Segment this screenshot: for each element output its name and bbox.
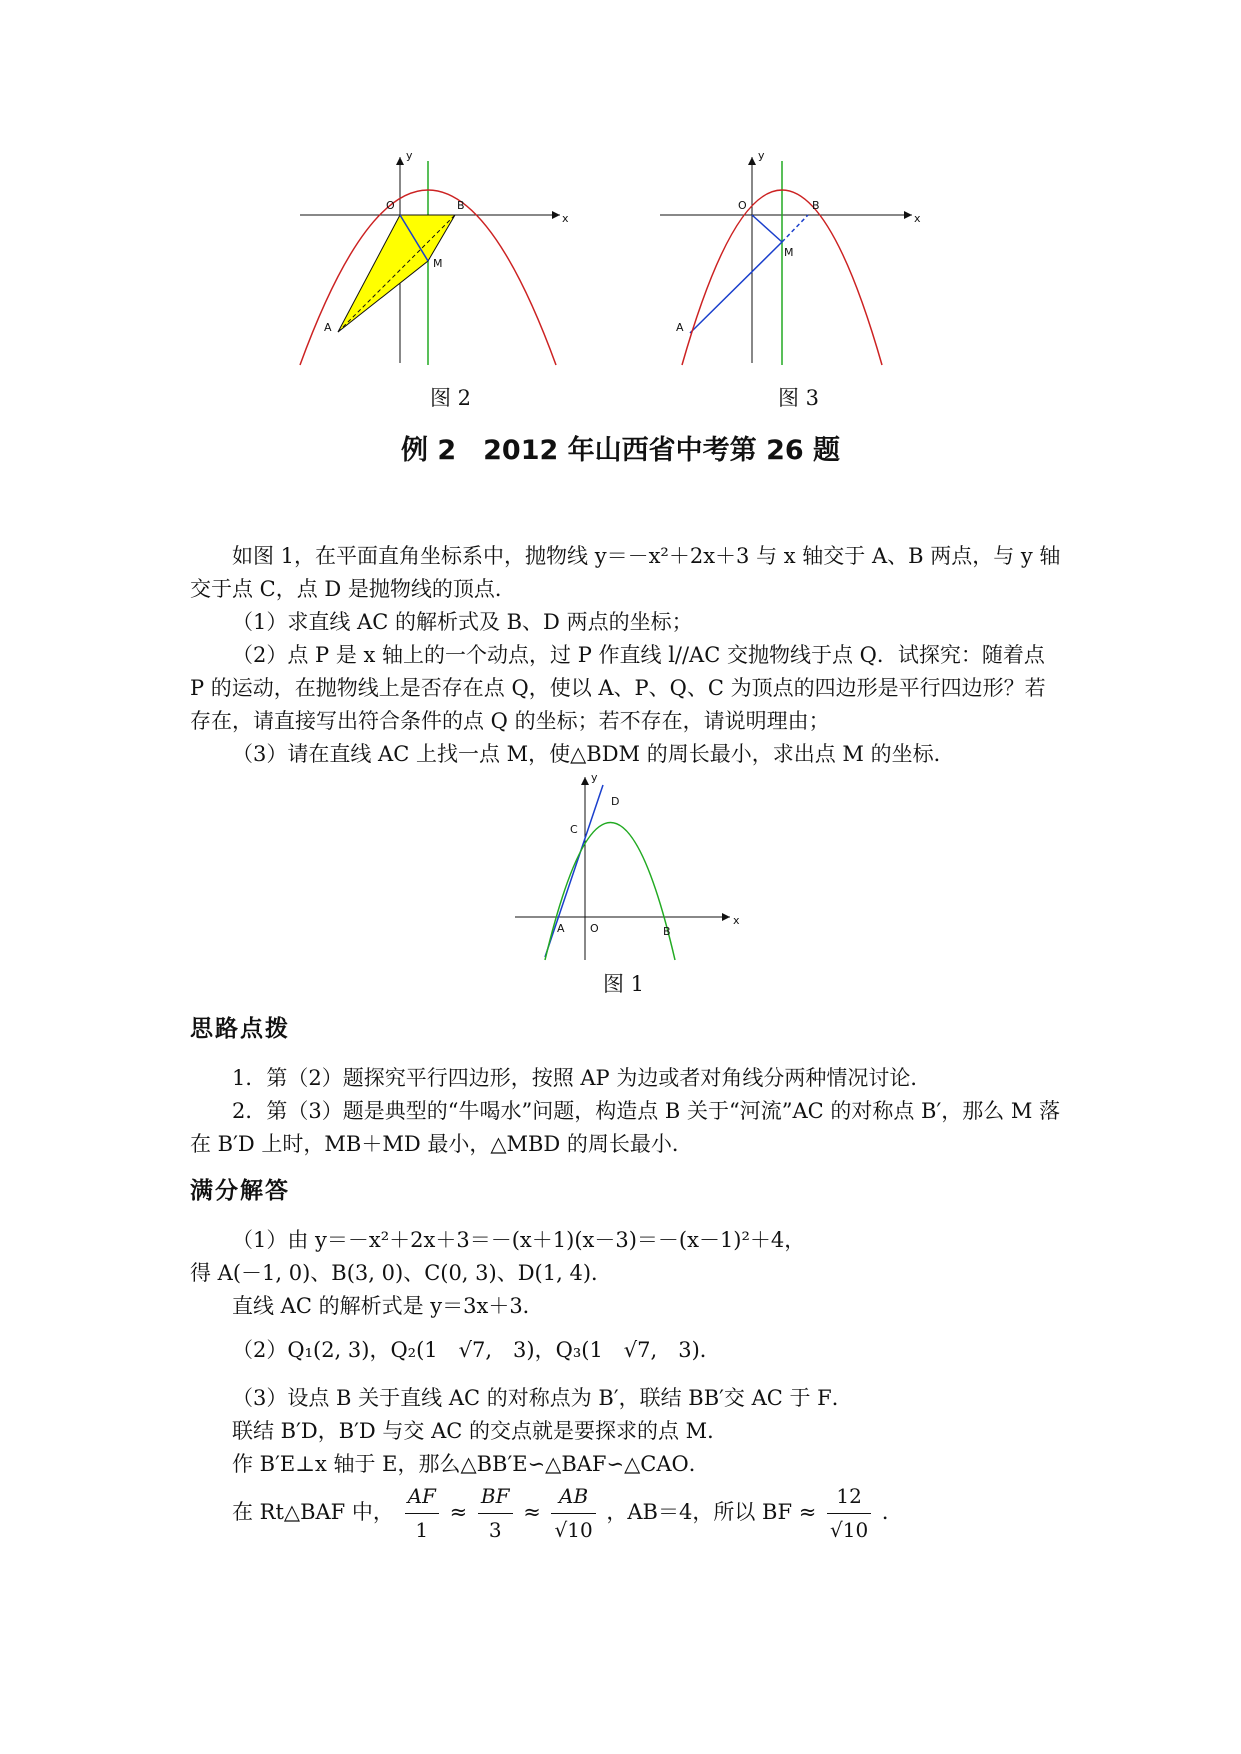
approx-sign-2: ≈ xyxy=(523,1500,541,1524)
x-axis-arrow xyxy=(904,211,912,219)
label-y: y xyxy=(591,771,598,784)
fraction-12 xyxy=(827,1480,871,1547)
figure-3-graph xyxy=(660,149,930,365)
solution-line-5: （3）设点 B 关于直线 AC 的对称点为 B′，联结 BB′交 AC 于 F． xyxy=(232,1386,853,1410)
label-d: D xyxy=(611,795,620,808)
label-x: x xyxy=(914,212,921,225)
figure-1-graph xyxy=(515,771,745,960)
label-m: M xyxy=(433,257,443,270)
label-m: M xyxy=(784,246,794,259)
solution-line-1: （1）由 y＝－x²＋2x＋3＝－(x＋1)(x－3)＝－(x－1)²＋4， xyxy=(232,1228,806,1252)
approx-sign-3: ≈ xyxy=(798,1500,817,1524)
solution-line-3: 直线 AC 的解析式是 y＝3x＋3． xyxy=(232,1294,544,1318)
label-b: B xyxy=(812,199,820,212)
solution-heading: 满分解答 xyxy=(190,1178,290,1204)
problem-intro: 如图 1，在平面直角坐标系中，抛物线 y＝－x²＋2x＋3 与 x 轴交于 A、B 两点，与 y 轴交于点 C，点 D 是抛物线的顶点． xyxy=(190,544,1061,601)
fraction-ab-denominator: √10 xyxy=(554,1518,593,1542)
label-b: B xyxy=(663,925,671,938)
label-y: y xyxy=(406,149,413,162)
figure-1-caption: 图 1 xyxy=(603,972,645,996)
figure-2-caption: 图 2 xyxy=(430,386,472,410)
hint-item-1: 1．第（2）题探究平行四边形，按照 AP 为边或者对角线分两种情况讨论． xyxy=(232,1066,932,1090)
fraction-bf xyxy=(478,1480,513,1547)
dashed-segment-mb xyxy=(782,215,808,242)
label-y: y xyxy=(758,149,765,162)
solution-line-2: 得 A(－1, 0)、B(3, 0)、C(0, 3)、D(1, 4)． xyxy=(190,1261,613,1285)
parabola xyxy=(545,823,675,961)
label-a: A xyxy=(324,321,332,334)
fraction-ab-numerator: AB xyxy=(551,1480,595,1514)
solution-line-8-middle: ，AB＝4，所以 BF xyxy=(606,1500,793,1524)
solution-line-8-end: ． xyxy=(881,1500,903,1524)
segment-am xyxy=(690,242,782,333)
solution-line-6: 联结 B′D，B′D 与交 AC 的交点就是要探求的点 M． xyxy=(232,1419,729,1443)
y-axis-arrow xyxy=(396,157,404,165)
label-o: O xyxy=(386,199,395,212)
label-x: x xyxy=(733,914,740,927)
fraction-af-numerator: AF xyxy=(405,1480,439,1514)
solution-line-8-prefix: 在 Rt△BAF 中， xyxy=(232,1500,394,1524)
figure-3-caption: 图 3 xyxy=(778,386,820,410)
label-o: O xyxy=(590,922,599,935)
figure-2-graph xyxy=(300,149,570,365)
solution-line-4: （2）Q₁(2, 3)，Q₂(1 √7, 3)，Q₃(1 √7, 3)． xyxy=(232,1338,721,1362)
y-axis-arrow xyxy=(581,777,589,785)
fraction-af-denominator: 1 xyxy=(415,1518,429,1542)
hint-item-2: 2．第（3）题是典型的“牛喝水”问题，构造点 B 关于“河流”AC 的对称点 B′，那么 M 落在 B′D 上时，MB＋MD 最小，△MBD 的周长最小． xyxy=(190,1099,1061,1156)
fraction-af xyxy=(405,1480,439,1547)
label-x: x xyxy=(562,212,569,225)
example-title: 例 2 2012 年山西省中考第 26 题 xyxy=(400,435,841,466)
y-axis-arrow xyxy=(748,157,756,165)
problem-part-2: （2）点 P 是 x 轴上的一个动点，过 P 作直线 l//AC 交抛物线于点 Q．试探究：随着点 P 的运动，在抛物线上是否存在点 Q，使以 A、P、Q、C 为顶点的四边形是平行四边形？若存在，请直接写出符合条件的点 Q 的坐标；若不存在，请说明理由； xyxy=(190,643,1046,733)
approx-sign-1: ≈ xyxy=(449,1500,468,1524)
fraction-12-denominator: √10 xyxy=(830,1518,869,1542)
label-a: A xyxy=(676,321,684,334)
label-b: B xyxy=(457,199,465,212)
label-o: O xyxy=(738,199,747,212)
problem-part-3: （3）请在直线 AC 上找一点 M，使△BDM 的周长最小，求出点 M 的坐标． xyxy=(232,742,955,766)
label-a: A xyxy=(557,922,565,935)
x-axis-arrow xyxy=(552,211,560,219)
fraction-bf-denominator: 3 xyxy=(488,1518,502,1542)
hints-heading: 思路点拨 xyxy=(190,1016,290,1042)
problem-part-1: （1）求直线 AC 的解析式及 B、D 两点的坐标； xyxy=(232,610,693,634)
solution-line-8 xyxy=(232,1480,903,1547)
fraction-bf-numerator: BF xyxy=(478,1480,513,1514)
solution-line-7: 作 B′E⊥x 轴于 E，那么△BB′E∽△BAF∽△CAO． xyxy=(232,1452,710,1476)
fraction-ab xyxy=(551,1480,595,1547)
x-axis-arrow xyxy=(722,913,730,921)
segment-om xyxy=(752,215,782,242)
label-c: C xyxy=(570,823,578,836)
fraction-12-numerator: 12 xyxy=(827,1480,871,1514)
